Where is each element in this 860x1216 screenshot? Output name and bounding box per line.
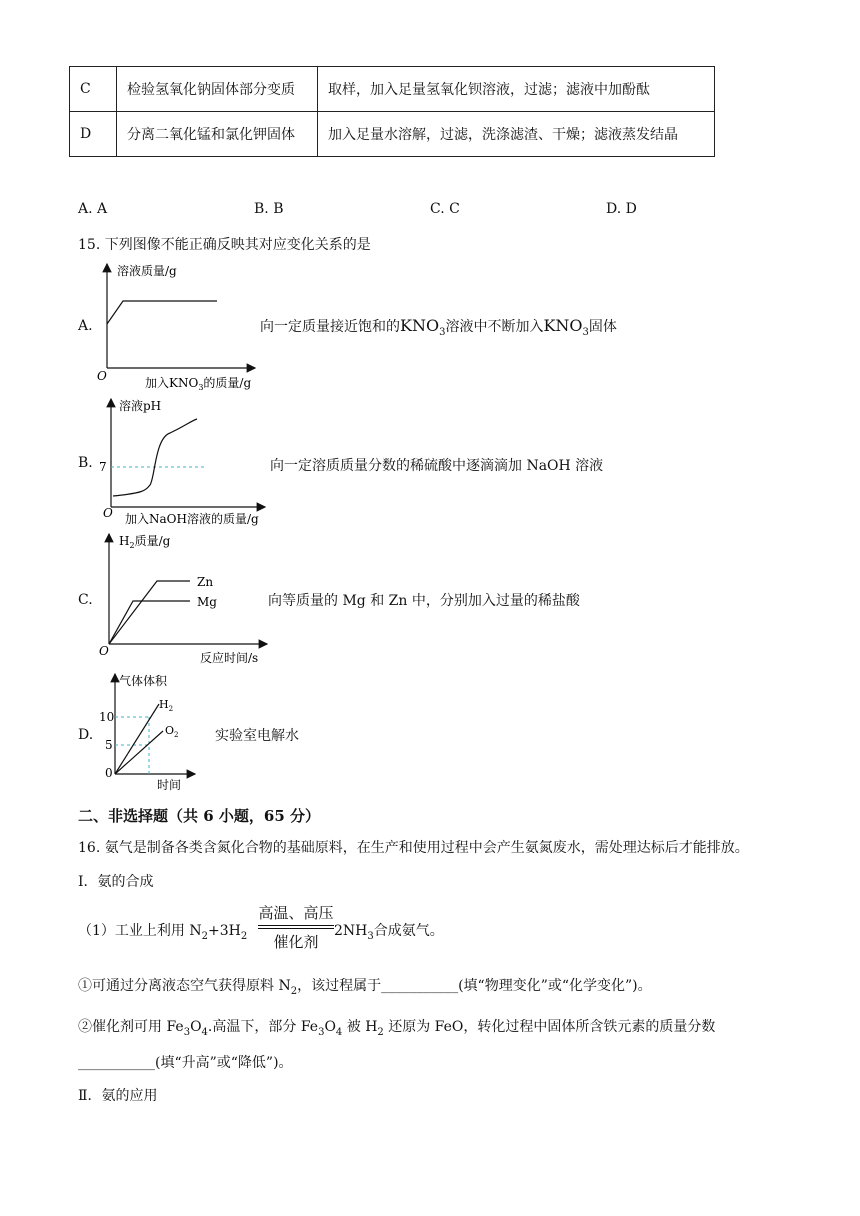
equation-line: （1）工业上利用 $N_2+3H_2$ bbox=[78, 923, 248, 942]
tick-0: 0 bbox=[105, 766, 113, 780]
option-c-description: 向等质量的 Mg 和 Zn 中，分别加入过量的稀盐酸 bbox=[268, 593, 580, 609]
y-axis-label: $H_2$质量/g bbox=[119, 534, 171, 550]
y-axis-label: 溶液pH bbox=[119, 399, 162, 413]
condition-top: 高温、高压 bbox=[258, 904, 334, 922]
part-1-title: I．氨的合成 bbox=[78, 874, 154, 890]
table-row bbox=[70, 112, 715, 157]
x-axis-label: 时间 bbox=[157, 778, 182, 792]
section-title: 二、非选择题（共 6 小题，65 分） bbox=[78, 807, 320, 825]
option-a-label: A. bbox=[78, 318, 93, 334]
y-axis-label: 溶液质量/g bbox=[117, 264, 177, 278]
origin-label: O bbox=[99, 644, 109, 658]
tick-5: 5 bbox=[105, 738, 113, 752]
question-16-2-line1: ②催化剂可用 $Fe_3O_4$.高温下，部分 $Fe_3O_4$ 被 $H_2$ 还原为 FeO，转化过程中固体所含铁元素的质量分数 bbox=[78, 1019, 716, 1038]
question-15-stem: 15. 下列图像不能正确反映其对应变化关系的是 bbox=[78, 237, 371, 253]
graph-b bbox=[95, 393, 285, 528]
option-c: C. C bbox=[430, 201, 460, 217]
row-method: 加入足量水溶解，过滤，洗涤滤渣、干燥；滤液蒸发结晶 bbox=[318, 112, 715, 157]
series-label-zn: Zn bbox=[197, 575, 214, 589]
option-b-description: 向一定溶质质量分数的稀硫酸中逐滴滴加 NaOH 溶液 bbox=[270, 458, 604, 474]
option-b: B. B bbox=[254, 201, 284, 217]
option-c-label: C. bbox=[78, 592, 93, 608]
table-row bbox=[70, 67, 715, 112]
equation-product: $2NH_3$合成氨气。 bbox=[334, 923, 444, 942]
series-label-mg: Mg bbox=[197, 595, 217, 609]
graph-d bbox=[95, 668, 225, 796]
part-2-title: Ⅱ．氨的应用 bbox=[78, 1088, 158, 1104]
row-item: 检验氢氧化钠固体部分变质 bbox=[117, 67, 318, 112]
row-label: D bbox=[70, 112, 117, 157]
reaction-condition bbox=[258, 902, 334, 952]
curve-zn bbox=[109, 581, 190, 644]
row-item: 分离二氧化锰和氯化钾固体 bbox=[117, 112, 318, 157]
option-a: A. A bbox=[78, 201, 108, 217]
graph-c bbox=[95, 528, 285, 668]
option-d-description: 实验室电解水 bbox=[215, 728, 299, 744]
option-d: D. D bbox=[606, 201, 637, 217]
question-16-1: ①可通过分离液态空气获得原料 $N_2$，该过程属于___________(填“物理变化”或“化学变化”)。 bbox=[78, 978, 652, 997]
x-axis-label: 加入NaOH溶液的质量/g bbox=[125, 512, 259, 526]
option-a-description: 向一定质量接近饱和的$KNO_3$溶液中不断加入$KNO_3$固体 bbox=[260, 316, 617, 338]
curve-solution-mass bbox=[107, 301, 217, 324]
experiment-table bbox=[69, 66, 715, 157]
tick-7: 7 bbox=[99, 460, 107, 474]
condition-bottom: 催化剂 bbox=[273, 933, 319, 951]
row-method: 取样，加入足量氢氧化钡溶液，过滤；滤液中加酚酞 bbox=[318, 67, 715, 112]
line-h2 bbox=[115, 704, 159, 774]
option-d-label: D. bbox=[78, 727, 94, 743]
origin-label: O bbox=[103, 506, 113, 520]
graph-a bbox=[95, 258, 285, 393]
line-o2 bbox=[115, 731, 163, 774]
series-label-h2: $H_2$ bbox=[159, 698, 174, 713]
curve-ph bbox=[113, 419, 197, 496]
curve-mg bbox=[109, 601, 190, 644]
y-axis-label: 气体体积 bbox=[119, 674, 168, 688]
x-axis-label: 反应时间/s bbox=[200, 651, 259, 665]
row-label: C bbox=[70, 67, 117, 112]
series-label-o2: $O_2$ bbox=[165, 724, 179, 739]
origin-label: O bbox=[97, 369, 107, 383]
option-b-label: B. bbox=[78, 455, 93, 471]
x-axis-label: 加入$KNO_3$的质量/g bbox=[145, 376, 252, 392]
tick-10: 10 bbox=[99, 710, 115, 724]
question-16-intro: 16. 氨气是制备各类含氮化合物的基础原料，在生产和使用过程中会产生氨氮废水，需处理达标后才能排放。 bbox=[78, 840, 749, 856]
question-16-2-line2: ___________(填“升高”或“降低”)。 bbox=[78, 1055, 293, 1071]
